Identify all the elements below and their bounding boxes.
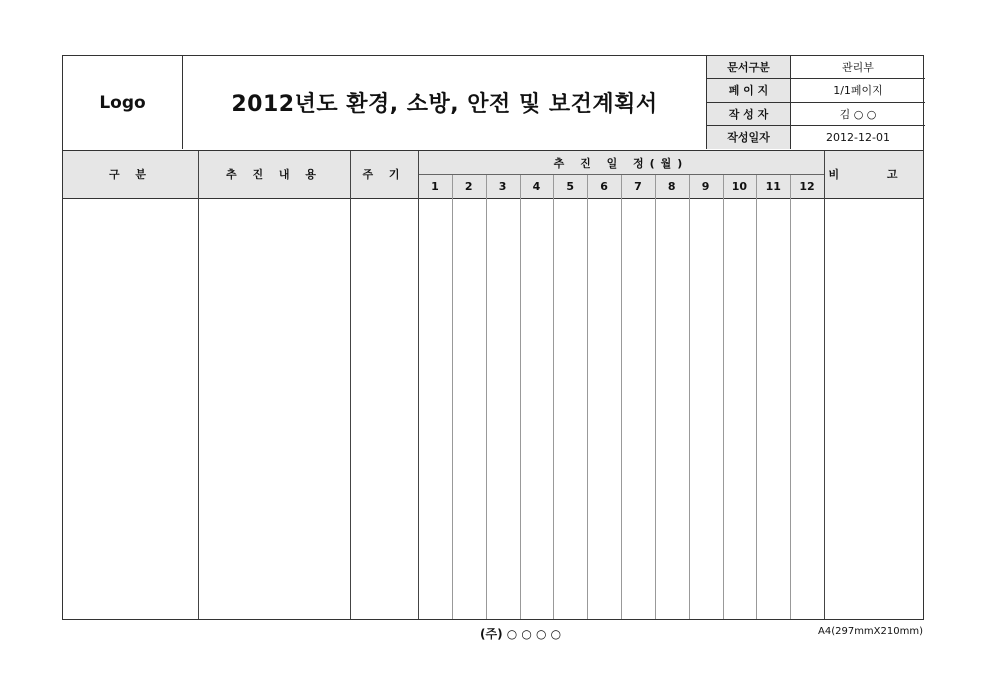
meta-key: 작 성 자 bbox=[707, 103, 791, 125]
month-header: 4 bbox=[532, 179, 541, 193]
document-header bbox=[63, 56, 923, 151]
column-header-content: 추 진 내 용 bbox=[226, 168, 322, 181]
plan-table bbox=[63, 151, 923, 619]
month-header: 5 bbox=[566, 179, 575, 193]
company-name: (주) ○ ○ ○ ○ bbox=[480, 627, 562, 641]
column-divider bbox=[418, 151, 419, 619]
meta-row-page bbox=[707, 79, 925, 102]
column-divider bbox=[198, 151, 199, 619]
month-divider bbox=[790, 175, 791, 619]
month-divider bbox=[621, 175, 622, 619]
meta-key: 문서구분 bbox=[707, 56, 791, 78]
month-header: 1 bbox=[431, 179, 439, 193]
paper-size: A4(297mmX210mm) bbox=[818, 626, 923, 637]
column-header-schedule: 추 진 일 정(월) bbox=[418, 151, 824, 175]
meta-row-date bbox=[707, 126, 925, 149]
logo: Logo bbox=[63, 56, 183, 149]
month-header: 3 bbox=[498, 179, 507, 193]
meta-key: 페 이 지 bbox=[707, 79, 791, 101]
meta-row-doc-type bbox=[707, 56, 925, 79]
month-header: 11 bbox=[765, 179, 781, 193]
meta-value: 관리부 bbox=[842, 61, 874, 75]
month-divider bbox=[486, 175, 487, 619]
month-divider bbox=[655, 175, 656, 619]
month-header: 2 bbox=[464, 179, 473, 193]
document-sheet bbox=[62, 55, 924, 620]
month-header: 8 bbox=[667, 179, 676, 193]
column-divider bbox=[824, 151, 825, 619]
month-header: 10 bbox=[731, 179, 748, 193]
month-divider bbox=[723, 175, 724, 619]
month-header: 12 bbox=[799, 179, 815, 193]
meta-value: 1/1페이지 bbox=[833, 84, 883, 98]
meta-row-author bbox=[707, 103, 925, 126]
column-divider bbox=[350, 151, 351, 619]
column-header-category: 구 분 bbox=[108, 168, 153, 181]
meta-value: 김 ○ ○ bbox=[839, 107, 877, 121]
month-header: 9 bbox=[701, 179, 710, 193]
meta-key: 작성일자 bbox=[707, 126, 791, 149]
month-divider bbox=[553, 175, 554, 619]
month-header: 7 bbox=[634, 179, 642, 193]
column-header-cycle: 주 기 bbox=[362, 168, 406, 181]
month-divider bbox=[689, 175, 690, 619]
meta-value: 2012-12-01 bbox=[826, 130, 890, 144]
month-divider bbox=[756, 175, 757, 619]
month-divider bbox=[520, 175, 521, 619]
column-header-remarks: 비 고 bbox=[828, 168, 920, 181]
month-header: 6 bbox=[600, 179, 608, 193]
month-divider bbox=[452, 175, 453, 619]
document-meta-table bbox=[706, 56, 925, 149]
month-divider bbox=[587, 175, 588, 619]
document-title: 2012년도 환경, 소방, 안전 및 보건계획서 bbox=[231, 92, 658, 117]
